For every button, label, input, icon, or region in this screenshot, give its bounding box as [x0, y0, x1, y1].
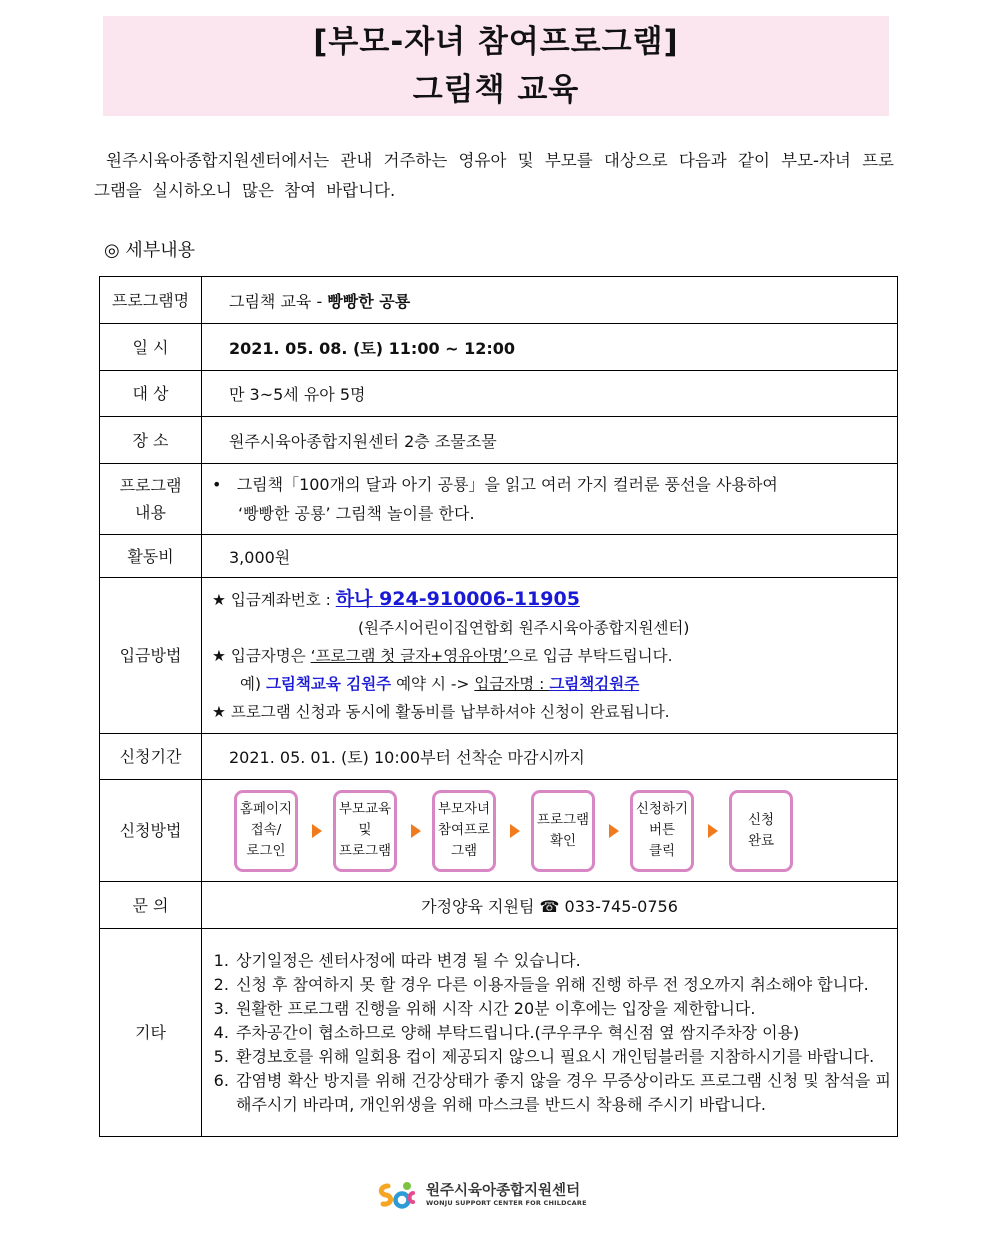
content-line-1: 그림책「100개의 달과 아기 공룡」을 읽고 여러 가지 컬러룬 풍선을 사용하여	[236, 475, 778, 494]
step-text: 프로그램	[338, 843, 392, 859]
depositor-suffix: 으로 입금 부탁드립니다.	[508, 647, 673, 665]
misc-list	[212, 949, 891, 1117]
row-place	[100, 417, 898, 464]
step-box	[333, 790, 397, 872]
row-date	[100, 324, 898, 371]
inquiry-team: 가정양육 지원팀	[421, 896, 540, 916]
misc-item: 2. 신청 후 참여하지 못 할 경우 다른 이용자들을 위해 진행 하루 전 정오까지 취소해야 합니다.	[234, 973, 891, 997]
section-title: ◎ 세부내용	[104, 240, 195, 261]
row-fee	[100, 535, 898, 578]
account-number: 하나 924-910006-11905	[335, 588, 580, 610]
step-text: 참여프로	[437, 822, 491, 838]
title-banner	[103, 16, 889, 116]
program-name-title: 빵빵한 공룡	[327, 291, 411, 311]
label-fee: 활동비	[100, 535, 202, 578]
inquiry-phone: 033-745-0756	[559, 896, 678, 916]
arrow-right-icon	[708, 824, 718, 838]
step-box	[531, 790, 595, 872]
period-value: 2021. 05. 01. (토) 10:00부터 선착순 마감시까지	[202, 734, 898, 780]
org-name-en: WONJU SUPPORT CENTER FOR CHILDCARE	[426, 1198, 587, 1207]
account-holder: (원주시어린이집연합회 원주시육아종합지원센터)	[358, 619, 690, 637]
step-box	[630, 790, 694, 872]
step-text: 부모교육	[338, 801, 392, 817]
step-text: 신청하기	[635, 801, 689, 817]
bullet-icon: •	[212, 475, 222, 494]
label-misc: 기타	[100, 929, 202, 1137]
step-text: 프로그램	[536, 811, 590, 828]
program-name-prefix: 그림책 교육 -	[229, 291, 328, 311]
row-program-name	[100, 277, 898, 324]
content-line-2: ‘빵빵한 공룡’ 그림책 놀이를 한다.	[238, 504, 475, 523]
depositor-prefix: 입금자명은	[230, 647, 311, 665]
intro-paragraph: 원주시육아종합지원센터에서는 관내 거주하는 영유아 및 부모를 대상으로 다음과 같이 부모-자녀 프로그램을 실시하오니 많은 참여 바랍니다.	[94, 151, 894, 200]
label-place: 장 소	[100, 417, 202, 464]
row-period	[100, 734, 898, 780]
example-program: 그림책교육 김원주	[265, 675, 392, 693]
misc-item: 4. 주차공간이 협소하므로 양해 부탁드립니다.(쿠우쿠우 혁신점 옆 쌈지주차장 이용)	[234, 1021, 891, 1045]
label-payment: 입금방법	[100, 578, 202, 734]
label-period: 신청기간	[100, 734, 202, 780]
step-text: 확인	[549, 832, 577, 849]
misc-item: 3. 원활한 프로그램 진행을 위해 시작 시간 20분 이후에는 입장을 제한합니다.	[234, 997, 891, 1021]
step-text: 완료	[747, 832, 775, 849]
org-logo-icon	[376, 1180, 422, 1210]
step-text: 및	[358, 822, 372, 838]
step-box	[432, 790, 496, 872]
step-box	[729, 790, 793, 872]
details-table	[99, 276, 898, 1137]
label-inquiry: 문 의	[100, 882, 202, 929]
row-misc	[100, 929, 898, 1137]
place-value: 원주시육아종합지원센터 2층 조물조물	[202, 417, 898, 464]
phone-icon: ☎	[539, 896, 560, 916]
arrow-right-icon	[312, 824, 322, 838]
example-label: 입금자명 :	[474, 675, 550, 693]
row-method	[100, 780, 898, 882]
example-name: 그림책김원주	[549, 675, 640, 693]
row-target	[100, 371, 898, 417]
star-icon: ★	[212, 647, 226, 665]
example-prefix: 예)	[240, 675, 266, 693]
payment-notice: 프로그램 신청과 동시에 활동비를 납부하셔야 신청이 완료됩니다.	[230, 703, 670, 721]
step-text: 로그인	[246, 843, 286, 859]
depositor-rule: ‘프로그램 첫 글자+영유아명’	[310, 647, 509, 665]
label-content-2: 내용	[135, 503, 166, 522]
step-text: 접속/	[250, 822, 282, 838]
star-icon: ★	[212, 591, 226, 609]
star-icon: ★	[212, 703, 226, 721]
target-value: 만 3~5세 유아 5명	[202, 371, 898, 417]
example-middle: 예약 시 ->	[391, 675, 475, 693]
step-text: 부모자녀	[437, 801, 491, 817]
misc-item: 1. 상기일정은 센터사정에 따라 변경 될 수 있습니다.	[234, 949, 891, 973]
row-payment	[100, 578, 898, 734]
date-value: 2021. 05. 08. (토) 11:00 ~ 12:00	[202, 324, 898, 371]
label-method: 신청방법	[100, 780, 202, 882]
label-target: 대 상	[100, 371, 202, 417]
arrow-right-icon	[609, 824, 619, 838]
title-line-2: 그림책 교육	[412, 72, 580, 108]
label-date: 일 시	[100, 324, 202, 371]
account-label: 입금계좌번호 :	[230, 591, 336, 609]
step-text: 홈페이지	[239, 801, 293, 817]
fee-value: 3,000원	[202, 535, 898, 578]
org-name: 원주시육아종합지원센터	[426, 1182, 581, 1199]
step-box	[234, 790, 298, 872]
footer-logo	[376, 1180, 587, 1210]
arrow-right-icon	[510, 824, 520, 838]
application-steps	[202, 790, 897, 872]
misc-item: 6. 감염병 확산 방지를 위해 건강상태가 좋지 않을 경우 무증상이라도 프로그램 신청 및 참석을 피해주시기 바라며, 개인위생을 위해 마스크를 반드시 착용해 주시기 바랍니다.	[234, 1069, 891, 1117]
label-program-name: 프로그램명	[100, 277, 202, 324]
row-inquiry	[100, 882, 898, 929]
step-text: 그램	[450, 843, 478, 859]
arrow-right-icon	[411, 824, 421, 838]
step-text: 신청	[747, 811, 775, 828]
row-content	[100, 464, 898, 535]
misc-item: 5. 환경보호를 위해 일회용 컵이 제공되지 않으니 필요시 개인텀블러를 지참하시기를 바랍니다.	[234, 1045, 891, 1069]
step-text: 클릭	[648, 843, 676, 859]
step-text: 버튼	[648, 822, 676, 838]
title-line-1: [부모-자녀 참여프로그램]	[313, 24, 679, 60]
label-content-1: 프로그램	[119, 476, 182, 495]
